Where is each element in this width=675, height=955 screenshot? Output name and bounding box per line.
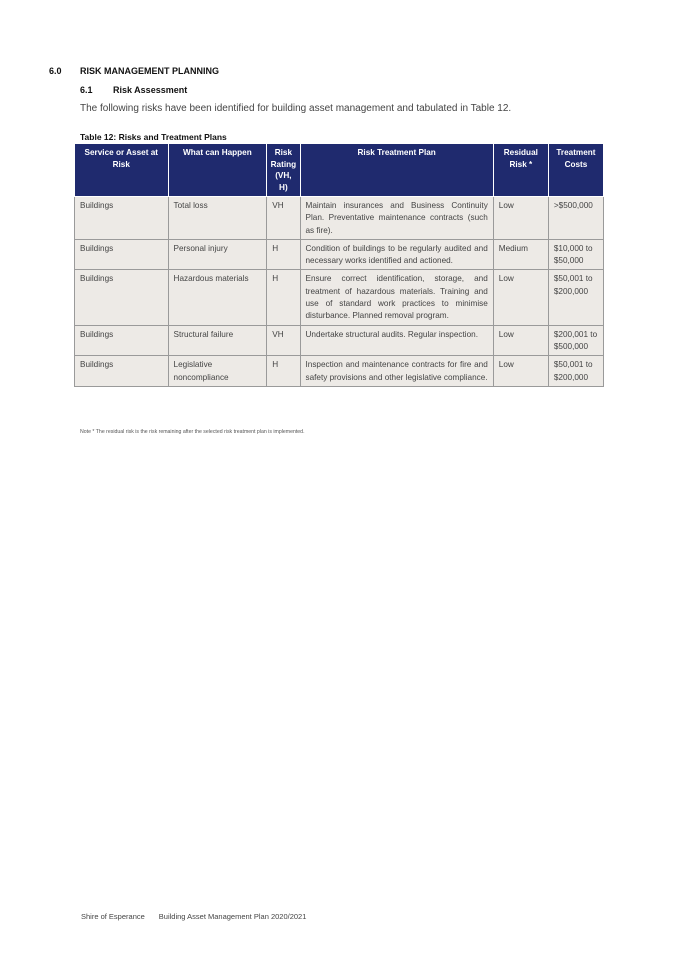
cell-treatment-costs: >$500,000 <box>548 197 603 240</box>
subsection-title: Risk Assessment <box>113 85 188 95</box>
risk-table <box>74 143 604 387</box>
cell-treatment-plan: Maintain insurances and Business Continuity Plan. Preventative maintenance contracts (such as fire). <box>300 197 493 240</box>
cell-service: Buildings <box>75 325 169 356</box>
cell-service: Buildings <box>75 239 169 270</box>
cell-risk-rating: VH <box>267 325 300 356</box>
cell-risk-rating: VH <box>267 197 300 240</box>
footer-organisation: Shire of Esperance <box>81 912 145 921</box>
header-treatment-costs: Treatment Costs <box>548 144 603 197</box>
intro-paragraph: The following risks have been identified for building asset management and tabulated in Table 12. <box>80 103 512 114</box>
cell-what-can-happen: Personal injury <box>168 239 267 270</box>
cell-residual-risk: Low <box>493 356 548 387</box>
cell-what-can-happen: Total loss <box>168 197 267 240</box>
table-row <box>75 197 604 240</box>
cell-treatment-costs: $50,001 to $200,000 <box>548 356 603 387</box>
table-row <box>75 325 604 356</box>
cell-what-can-happen: Structural failure <box>168 325 267 356</box>
header-service: Service or Asset at Risk <box>75 144 169 197</box>
cell-risk-rating: H <box>267 270 300 325</box>
cell-what-can-happen: Legislative noncompliance <box>168 356 267 387</box>
cell-risk-rating: H <box>267 356 300 387</box>
page-footer <box>81 912 306 921</box>
cell-service: Buildings <box>75 197 169 240</box>
cell-treatment-costs: $200,001 to $500,000 <box>548 325 603 356</box>
cell-treatment-plan: Undertake structural audits. Regular inspection. <box>300 325 493 356</box>
cell-residual-risk: Medium <box>493 239 548 270</box>
footer-document-title: Building Asset Management Plan 2020/2021 <box>158 912 307 921</box>
cell-service: Buildings <box>75 270 169 325</box>
cell-treatment-plan: Inspection and maintenance contracts for fire and safety provisions and other legislative compliance. <box>300 356 493 387</box>
header-risk-rating: Risk Rating (VH, H) <box>267 144 300 197</box>
table-row <box>75 239 604 270</box>
cell-residual-risk: Low <box>493 270 548 325</box>
cell-risk-rating: H <box>267 239 300 270</box>
header-what-can-happen: What can Happen <box>168 144 267 197</box>
table-row <box>75 356 604 387</box>
header-residual-risk: Residual Risk * <box>493 144 548 197</box>
cell-treatment-plan: Condition of buildings to be regularly audited and necessary works identified and actioned. <box>300 239 493 270</box>
table-caption: Table 12: Risks and Treatment Plans <box>80 132 227 142</box>
table-header-row <box>75 144 604 197</box>
cell-residual-risk: Low <box>493 325 548 356</box>
subsection-number: 6.1 <box>80 85 93 95</box>
header-treatment-plan: Risk Treatment Plan <box>300 144 493 197</box>
section-title: RISK MANAGEMENT PLANNING <box>80 66 219 76</box>
table-row <box>75 270 604 325</box>
cell-service: Buildings <box>75 356 169 387</box>
cell-residual-risk: Low <box>493 197 548 240</box>
cell-treatment-costs: $50,001 to $200,000 <box>548 270 603 325</box>
subsection-heading <box>80 85 187 95</box>
table-footnote: Note * The residual risk is the risk remaining after the selected risk treatment plan is implemented. <box>80 429 305 435</box>
section-heading <box>49 66 219 76</box>
section-number: 6.0 <box>49 66 62 76</box>
cell-treatment-costs: $10,000 to $50,000 <box>548 239 603 270</box>
cell-what-can-happen: Hazardous materials <box>168 270 267 325</box>
cell-treatment-plan: Ensure correct identification, storage, and treatment of hazardous materials. Training and use of standard work practices to minimise disturbance. Planned removal program. <box>300 270 493 325</box>
